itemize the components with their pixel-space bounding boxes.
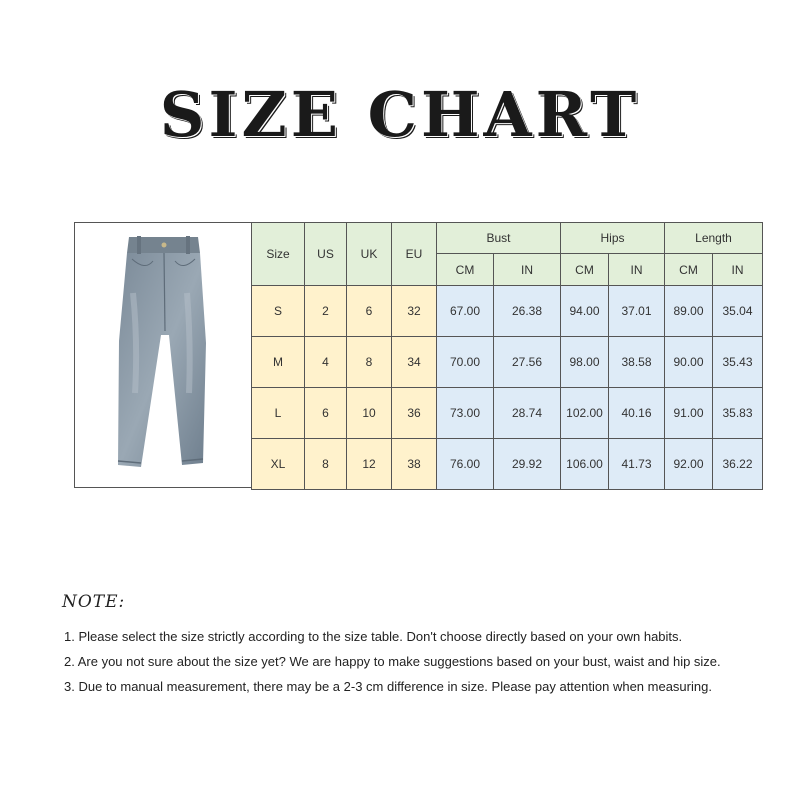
note-line-1: 1. Please select the size strictly according to the size table. Don't choose directly based on your own habits. (64, 629, 683, 644)
cell-size: S (252, 286, 305, 337)
jeans-image (75, 223, 250, 487)
cell-len-cm: 92.00 (665, 439, 713, 490)
cell-len-cm: 91.00 (665, 388, 713, 439)
cell-bust-cm: 73.00 (437, 388, 494, 439)
unit-label: IN (609, 254, 665, 286)
unit-label: IN (494, 254, 561, 286)
table-row (252, 286, 763, 337)
cell-len-cm: 90.00 (665, 337, 713, 388)
cell-hips-cm: 94.00 (561, 286, 609, 337)
product-image-cell (74, 222, 251, 488)
page-title: SIZE CHART (159, 78, 641, 151)
cell-uk: 6 (347, 286, 392, 337)
cell-us: 8 (305, 439, 347, 490)
note-line-2: 2. Are you not sure about the size yet? We are happy to make suggestions based on your bust, waist and hip size. (64, 654, 721, 669)
cell-bust-in: 28.74 (494, 388, 561, 439)
cell-hips-in: 37.01 (609, 286, 665, 337)
cell-hips-in: 40.16 (609, 388, 665, 439)
table-row (252, 439, 763, 490)
cell-bust-in: 29.92 (494, 439, 561, 490)
cell-size: XL (252, 439, 305, 490)
cell-bust-in: 27.56 (494, 337, 561, 388)
unit-label: IN (713, 254, 763, 286)
cell-hips-cm: 106.00 (561, 439, 609, 490)
cell-uk: 10 (347, 388, 392, 439)
header-uk: UK (347, 223, 392, 286)
header-size: Size (252, 223, 305, 286)
cell-hips-cm: 102.00 (561, 388, 609, 439)
size-chart-table (74, 222, 763, 488)
cell-eu: 38 (392, 439, 437, 490)
cell-len-in: 36.22 (713, 439, 763, 490)
table-row (252, 337, 763, 388)
cell-size: L (252, 388, 305, 439)
cell-us: 4 (305, 337, 347, 388)
header-hips: Hips (561, 223, 665, 254)
unit-label: CM (437, 254, 494, 286)
unit-label: CM (561, 254, 609, 286)
cell-bust-in: 26.38 (494, 286, 561, 337)
header-us: US (305, 223, 347, 286)
header-bust: Bust (437, 223, 561, 254)
size-grid (251, 222, 763, 490)
cell-eu: 36 (392, 388, 437, 439)
cell-bust-cm: 67.00 (437, 286, 494, 337)
cell-len-in: 35.43 (713, 337, 763, 388)
cell-bust-cm: 76.00 (437, 439, 494, 490)
cell-uk: 12 (347, 439, 392, 490)
unit-label: CM (665, 254, 713, 286)
note-title: NOTE: (62, 592, 126, 612)
cell-hips-in: 38.58 (609, 337, 665, 388)
cell-len-in: 35.83 (713, 388, 763, 439)
cell-hips-cm: 98.00 (561, 337, 609, 388)
cell-bust-cm: 70.00 (437, 337, 494, 388)
cell-uk: 8 (347, 337, 392, 388)
cell-len-in: 35.04 (713, 286, 763, 337)
cell-size: M (252, 337, 305, 388)
cell-len-cm: 89.00 (665, 286, 713, 337)
cell-eu: 32 (392, 286, 437, 337)
table-row (252, 388, 763, 439)
header-length: Length (665, 223, 763, 254)
cell-eu: 34 (392, 337, 437, 388)
cell-us: 2 (305, 286, 347, 337)
cell-hips-in: 41.73 (609, 439, 665, 490)
note-line-3: 3. Due to manual measurement, there may be a 2-3 cm difference in size. Please pay attention when measuring. (64, 679, 712, 694)
header-eu: EU (392, 223, 437, 286)
cell-us: 6 (305, 388, 347, 439)
